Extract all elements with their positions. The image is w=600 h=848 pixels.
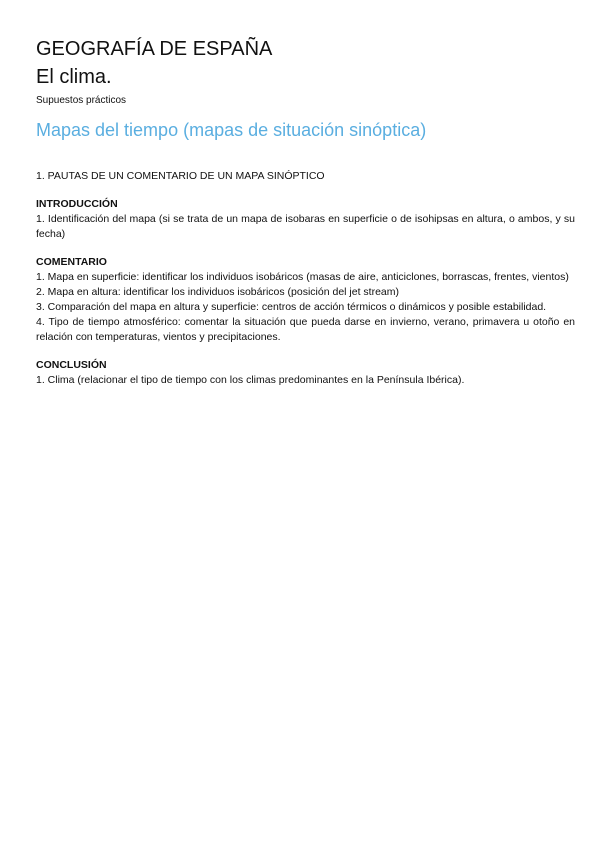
list-item: 3. Comparación del mapa en altura y superficie: centros de acción térmicos o dinámicos y posible estabilidad. — [36, 301, 547, 313]
list-item: 1. Identificación del mapa (si se trata de un mapa de isobaras en superficie o de isohipsas en altura, o ambos, y su fecha) — [36, 213, 575, 240]
list-item: 2. Mapa en altura: identificar los individuos isobáricos (posición del jet stream) — [36, 286, 400, 298]
document-title: GEOGRAFÍA DE ESPAÑA — [36, 38, 273, 60]
section-heading-conclusion: CONCLUSIÓN — [36, 359, 107, 371]
section-heading-introduccion: INTRODUCCIÓN — [36, 198, 118, 210]
list-item: 4. Tipo de tiempo atmosférico: comentar la situación que pueda darse en invierno, verano, primavera u otoño en relación con temperaturas, vientos y precipitaciones. — [36, 316, 575, 343]
list-item: 1. Mapa en superficie: identificar los individuos isobáricos (masas de aire, anticiclones, borrascas, frentes, vientos) — [36, 271, 569, 283]
document-subtitle: El clima. — [36, 66, 112, 88]
section-heading-comentario: COMENTARIO — [36, 256, 107, 268]
content-heading: 1. PAUTAS DE UN COMENTARIO DE UN MAPA SINÓPTICO — [36, 170, 325, 182]
section-title: Mapas del tiempo (mapas de situación sinóptica) — [36, 120, 427, 140]
document-body — [36, 169, 575, 388]
document-label: Supuestos prácticos — [36, 95, 127, 106]
list-item: 1. Clima (relacionar el tipo de tiempo con los climas predominantes en la Península Ibérica). — [36, 374, 465, 386]
